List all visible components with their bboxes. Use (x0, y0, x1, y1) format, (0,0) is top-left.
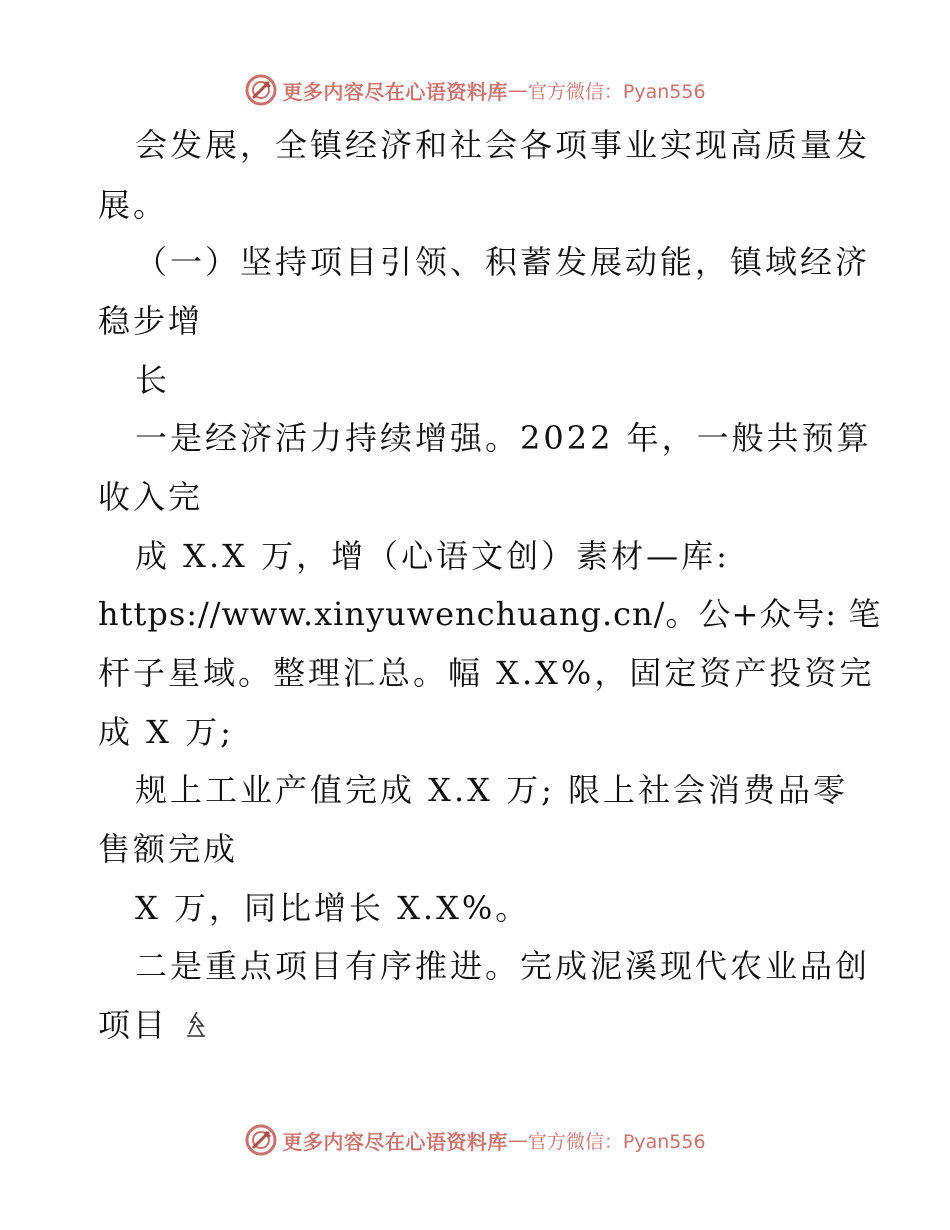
body-line: 收入完 (98, 478, 204, 516)
logo-icon (244, 73, 278, 107)
watermark-wechat: 官方微信：Pyan556 (527, 80, 706, 103)
body-line: 二是重点项目有序推进。完成泥溪现代农业品创 (135, 947, 871, 985)
body-line: （一）坚持项目引领、积蓄发展动能，镇域经济 (135, 243, 871, 281)
body-line: 长 (135, 361, 171, 399)
body-line: https://www.xinyuwenchuang.cn/。公+众号: 笔 (98, 595, 882, 633)
body-line: 成 X.X 万，增（心语文创）素材—库: (135, 537, 730, 575)
body-line: 展。 (98, 186, 169, 224)
body-line-last (98, 1005, 207, 1045)
body-line: 杆子星域。整理汇总。幅 X.X%，固定资产投资完 (98, 654, 875, 692)
header-watermark (0, 70, 950, 110)
watermark-separator: — (507, 78, 528, 102)
body-line: 售额完成 (98, 830, 239, 868)
body-line: 规上工业产值完成 X.X 万; 限上社会消费品零 (135, 771, 849, 809)
watermark-text: 更多内容尽在心语资料库 (282, 1129, 508, 1154)
watermark-text: 更多内容尽在心语资料库 (282, 79, 508, 104)
logo-icon (244, 1123, 278, 1157)
footer-watermark (0, 1120, 950, 1160)
watermark-wechat: 官方微信：Pyan556 (527, 1130, 706, 1153)
watermark-separator: — (507, 1128, 528, 1152)
broken-glyph-icon (183, 1008, 207, 1040)
body-line-text: 项目 (98, 1006, 169, 1044)
body-line: 会发展，全镇经济和社会各项事业实现高质量发 (135, 126, 871, 164)
body-line: X 万，同比增长 X.X%。 (135, 889, 531, 927)
body-line: 一是经济活力持续增强。2022 年，一般共预算 (135, 419, 872, 457)
body-line: 稳步增 (98, 302, 204, 340)
body-line: 成 X 万; (98, 713, 234, 751)
